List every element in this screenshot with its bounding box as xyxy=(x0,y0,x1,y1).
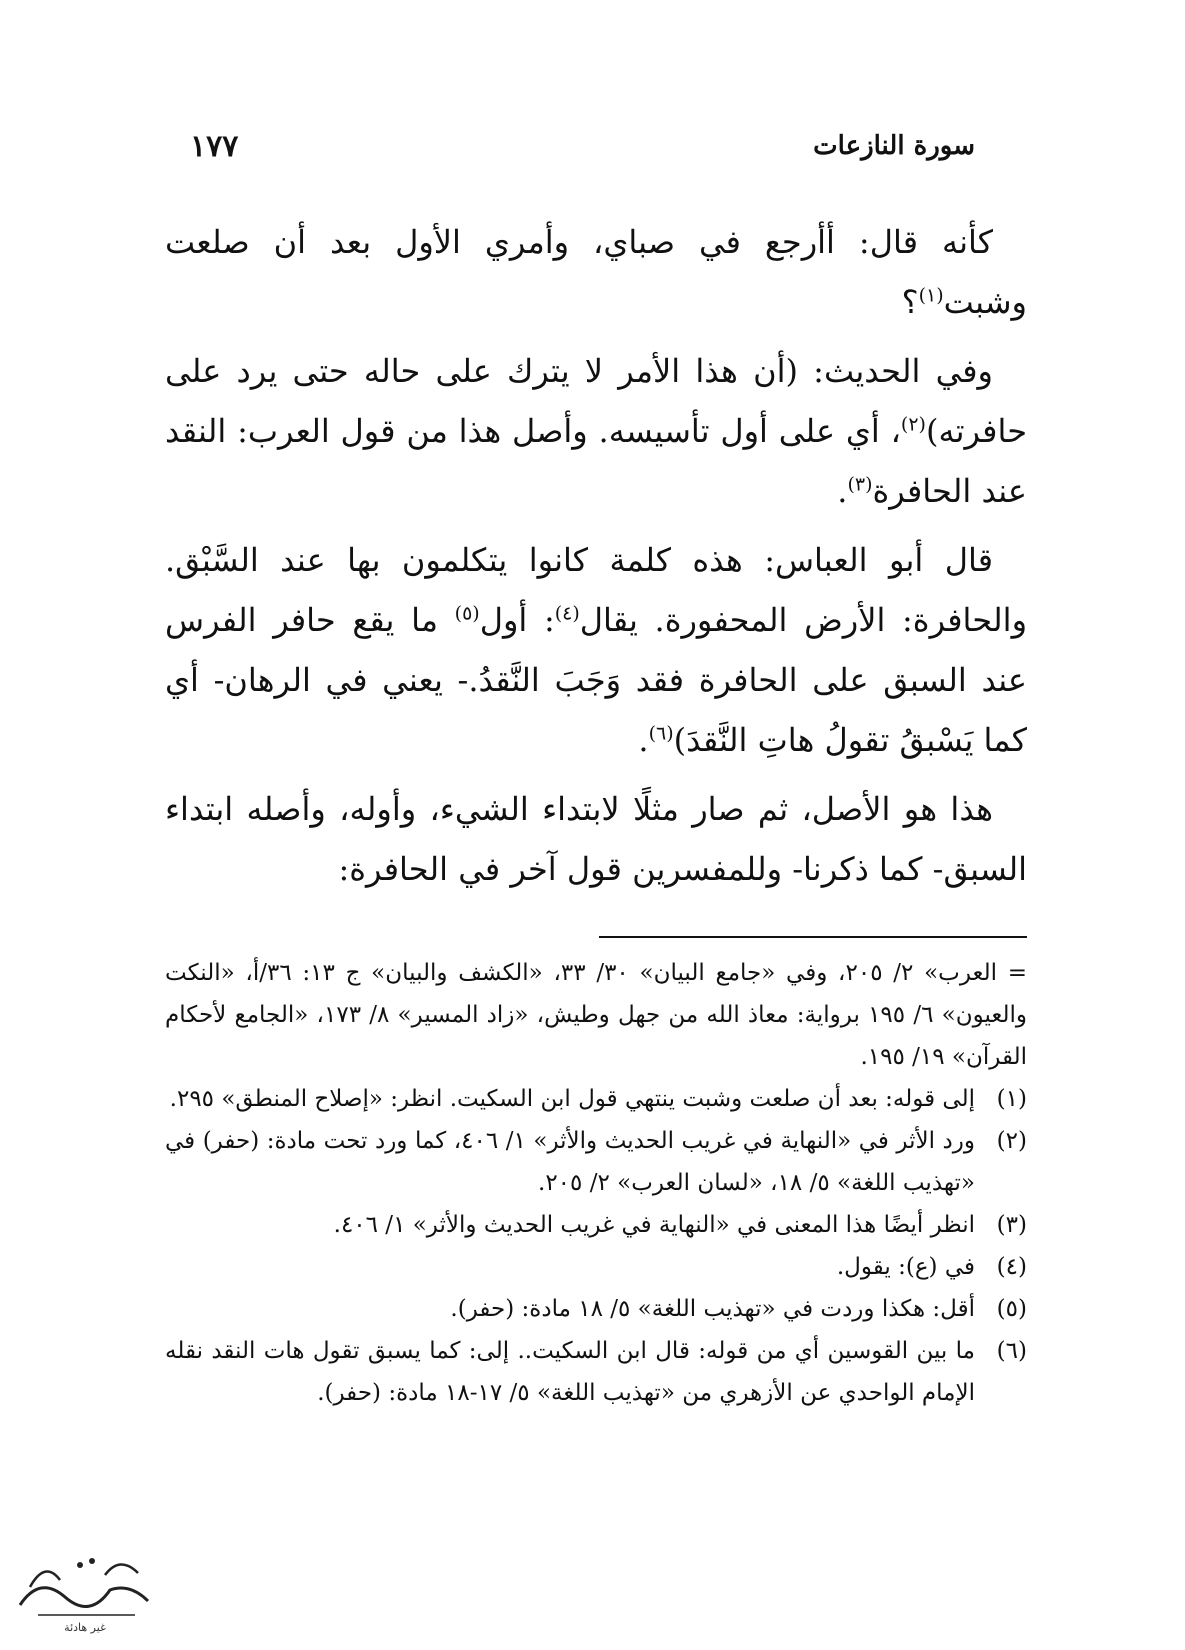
paragraph-3-part-d: . xyxy=(638,721,649,759)
paragraph-3-part-a: قال أبو العباس: هذه كلمة كانوا يتكلمون بها عند السَّبْق. والحافرة: الأرض المحفورة. يقال xyxy=(165,541,1028,639)
footnote-item xyxy=(165,1330,1027,1414)
paragraph-3 xyxy=(165,530,1027,770)
footnote-separator xyxy=(599,936,1027,938)
footnotes xyxy=(165,952,1027,1414)
footnote-text: في (ع): يقول. xyxy=(836,1254,975,1280)
footnote-text: انظر أيضًا هذا المعنى في «النهاية في غريب الحديث والأثر» ١/ ٤٠٦. xyxy=(333,1212,975,1238)
footnote-ref-3: (٣) xyxy=(847,473,873,496)
paragraph-4: هذا هو الأصل، ثم صار مثلًا لابتداء الشيء، وأوله، وأصله ابتداء السبق- كما ذكرنا- وللمفسرين قول آخر في الحافرة: xyxy=(165,790,1027,888)
footnote-item xyxy=(165,1204,1027,1246)
footnote-ref-1: (١) xyxy=(918,284,944,307)
footnote-item xyxy=(165,1120,1027,1204)
footnote-text: إلى قوله: بعد أن صلعت وشبت ينتهي قول ابن السكيت. انظر: «إصلاح المنطق» ٢٩٥. xyxy=(169,1086,975,1112)
footnote-number: (٦) xyxy=(996,1338,1027,1364)
paragraph-2-part-b: ، أي على أول تأسيسه. وأصل هذا من قول العرب: النقد عند الحافرة xyxy=(165,412,1027,510)
footnote-number: (٤) xyxy=(996,1254,1027,1280)
footnote-number: (٣) xyxy=(996,1212,1027,1238)
footnote-ref-5: (٥) xyxy=(454,602,480,625)
paragraph-2-part-c: . xyxy=(837,472,848,510)
footnote-text: ما بين القوسين أي من قوله: قال ابن السكيت.. إلى: كما يسبق تقول هات النقد نقله الإمام الواحدي عن الأزهري من «تهذيب اللغة» ٥/ ١٧-١٨ مادة: (حفر). xyxy=(165,1338,975,1406)
paragraph-1 xyxy=(165,212,1027,332)
paragraph-3-part-b: : أول xyxy=(479,601,555,639)
footnote-continuation: = العرب» ٢/ ٢٠٥، وفي «جامع البيان» ٣٠/ ٣٣، «الكشف والبيان» ج ١٣: ٣٦/أ، «النكت والعيون» ٦/ ١٩٥ برواية: معاذ الله من جهل وطيش، «زاد المسير» ٨/ ١٧٣، «الجامع لأحكام القرآن» ١٩/ ١٩٥. xyxy=(165,960,1028,1070)
surah-title: سورة النازعات xyxy=(813,131,975,161)
footnote-number: (٥) xyxy=(996,1296,1027,1322)
footnote-text: أقل: هكذا وردت في «تهذيب اللغة» ٥/ ١٨ مادة: (حفر). xyxy=(450,1296,975,1322)
paragraph-2 xyxy=(165,341,1027,521)
footnote-ref-4: (٤) xyxy=(554,602,580,625)
logo-caption: غير هادئة xyxy=(64,1621,106,1634)
publisher-logo xyxy=(10,1535,160,1640)
page-number: ١٧٧ xyxy=(190,128,239,164)
footnote-number: (١) xyxy=(996,1086,1027,1112)
footnote-ref-2: (٢) xyxy=(900,413,926,436)
paragraph-1-text: كأنه قال: أأرجع في صباي، وأمري الأول بعد أن صلعت وشبت xyxy=(165,223,1027,321)
footnote-ref-6: (٦) xyxy=(648,722,674,745)
footnote-item xyxy=(165,1078,1027,1120)
main-text xyxy=(165,212,1027,908)
footnote-number: (٢) xyxy=(996,1128,1027,1154)
footnote-item xyxy=(165,1288,1027,1330)
footnote-text: ورد الأثر في «النهاية في غريب الحديث والأثر» ١/ ٤٠٦، كما ورد تحت مادة: (حفر) في «تهذيب اللغة» ٥/ ١٨، «لسان العرب» ٢/ ٢٠٥. xyxy=(165,1128,975,1196)
paragraph-1-tail: ؟ xyxy=(901,283,919,321)
footnote-item xyxy=(165,1246,1027,1288)
paragraph-3-part-c: ما يقع حافر الفرس عند السبق على الحافرة فقد وَجَبَ النَّقدُ.- يعني في الرهان- أي كما يَسْبقُ تقولُ هاتِ النَّقدَ) xyxy=(165,601,1027,759)
paragraph-2-part-a: وفي الحديث: (أن هذا الأمر لا يترك على حاله حتى يرد على حافرته) xyxy=(165,352,1027,450)
page-header xyxy=(190,126,975,166)
